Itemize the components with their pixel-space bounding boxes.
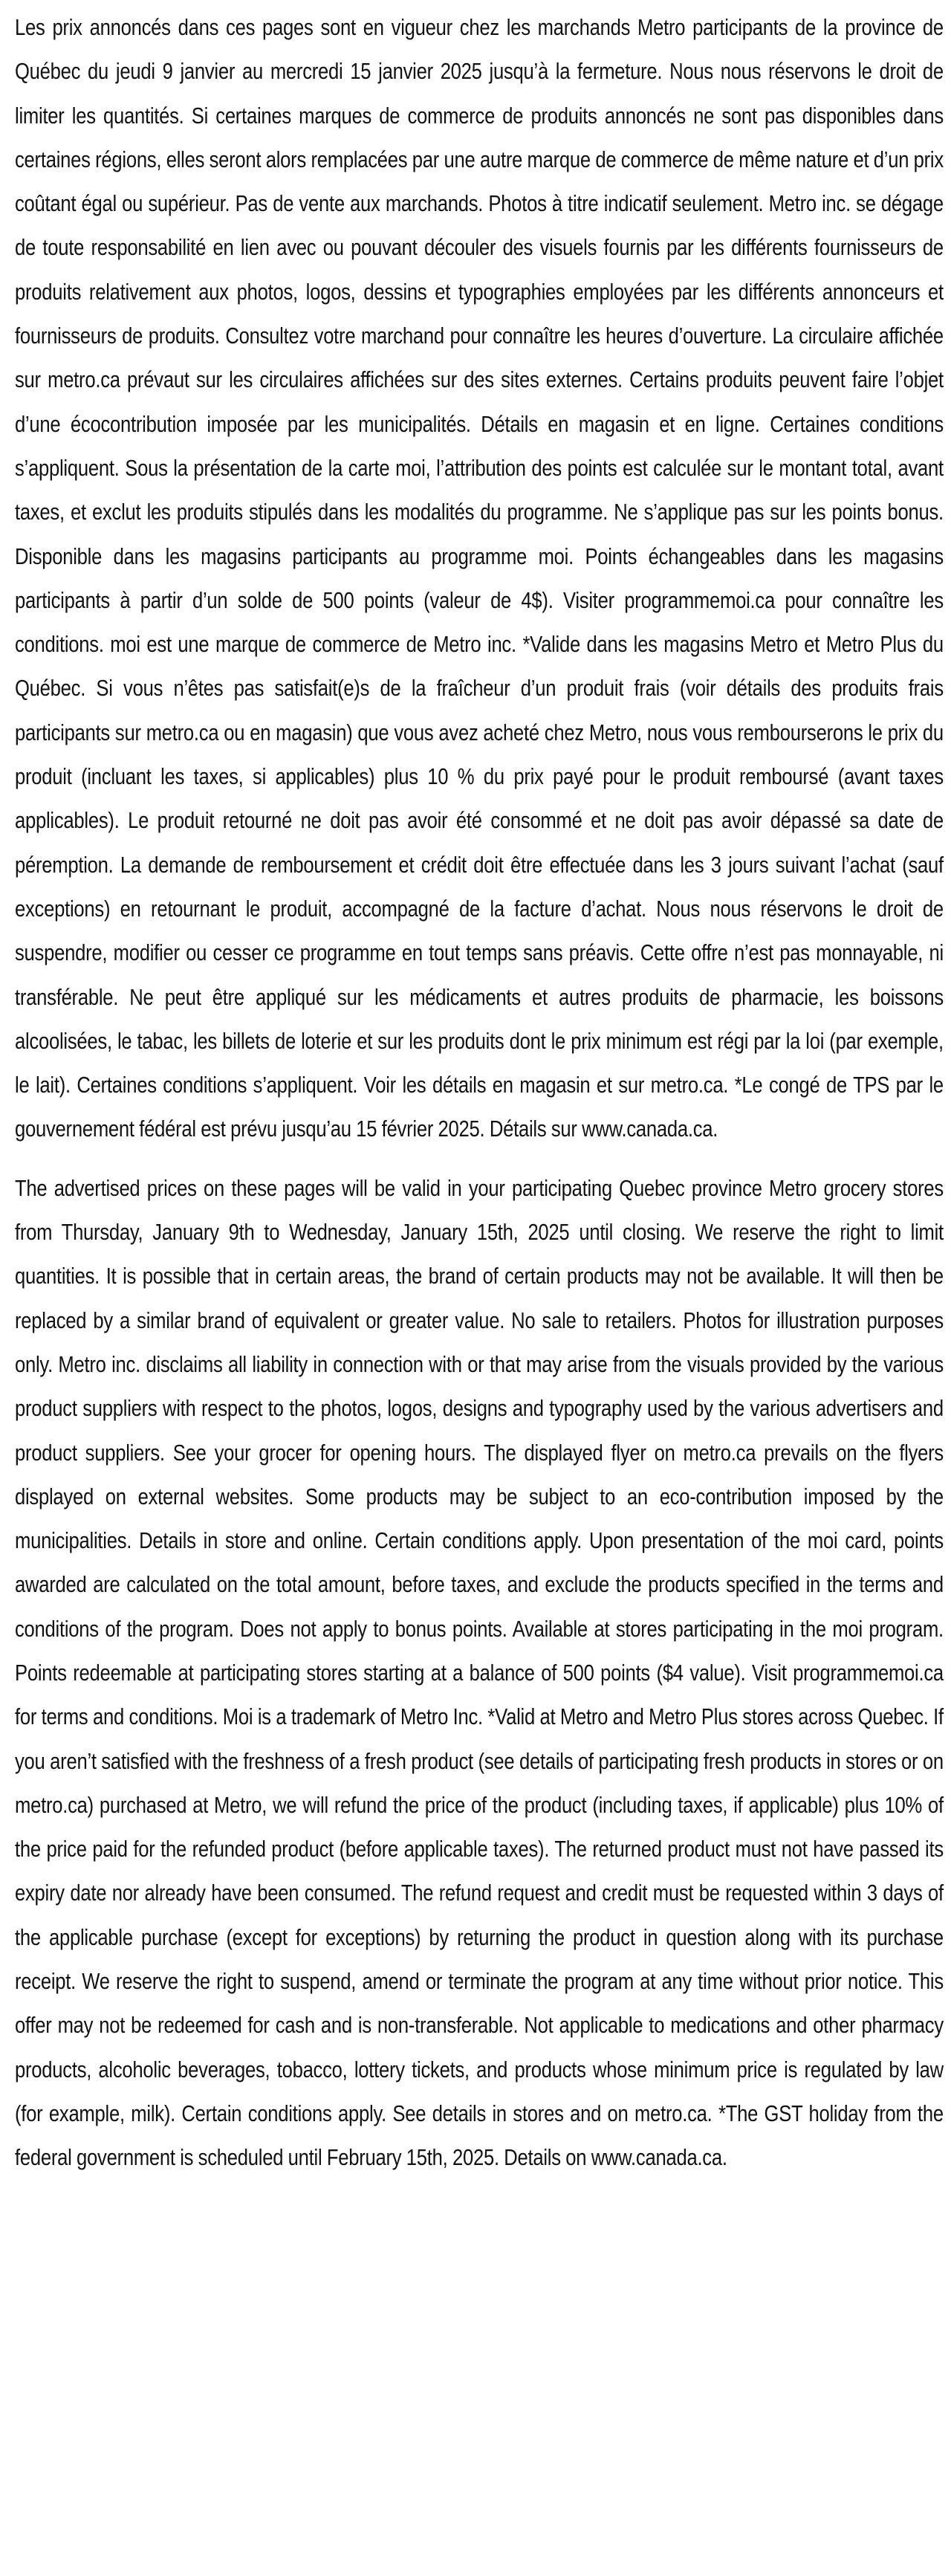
legal-text-english: The advertised prices on these pages will be valid in your participating Quebec province Metro grocery stores from Thursday, January 9th to Wednesday, January 15th, 2025 until closing. We reserve the right to limit quantities. It is possible that in certain areas, the brand of certain products may not be available. It will then be replaced by a similar brand of equivalent or greater value. No sale to retailers. Photos for illustration purposes only. Metro inc. disclaims all liability in connection with or that may arise from the visuals provided by the various product suppliers with respect to the photos, logos, designs and typography used by the various advertisers and product suppliers. See your grocer for opening hours. The displayed flyer on metro.ca prevails on the flyers displayed on external websites. Some products may be subject to an eco-contribution imposed by the municipalities. Details in store and online. Certain conditions apply. Upon presentation of the moi card, points awarded are calculated on the total amount, before taxes, and exclude the products specified in the terms and conditions of the program. Does not apply to bonus points. Available at stores participating in the moi program. Points redeemable at participating stores starting at a balance of 500 points ($4 value). Visit programmemoi.ca for terms and conditions. Moi is a trademark of Metro Inc. *Valid at Metro and Metro Plus stores across Quebec. If you aren’t satisfied with the freshness of a fresh product (see details of participating fresh products in stores or on metro.ca) purchased at Metro, we will refund the price of the product (including taxes, if applicable) plus 10% of the price paid for the refunded product (before applicable taxes). The returned product must not have passed its expiry date nor already have been consumed. The refund request and credit must be requested within 3 days of the applicable purchase (except for exceptions) by returning the product in question along with its purchase receipt. We reserve the right to suspend, amend or terminate the program at any time without prior notice. This offer may not be redeemed for cash and is non-transferable. Not applicable to medications and other pharmacy products, alcoholic beverages, tobacco, lottery tickets, and products whose minimum price is regulated by law (for example, milk). Certain conditions apply. See details in stores and on metro.ca. *The GST holiday from the federal government is scheduled until February 15th, 2025. Details on www.canada.ca. <box>15 1175 944 2171</box>
legal-text-french: Les prix annoncés dans ces pages sont en vigueur chez les marchands Metro participants de la province de Québec du jeudi 9 janvier au mercredi 15 janvier 2025 jusqu’à la fermeture. Nous nous réservons le droit de limiter les quantités. Si certaines marques de commerce de produits annoncés ne sont pas disponibles dans certaines régions, elles seront alors remplacées par une autre marque de commerce de même nature et d’un prix coûtant égal ou supérieur. Pas de vente aux marchands. Photos à titre indicatif seulement. Metro inc. se dégage de toute responsabilité en lien avec ou pouvant découler des visuels fournis par les différents fournisseurs de produits relativement aux photos, logos, dessins et typographies employées par les différents annonceurs et fournisseurs de produits. Consultez votre marchand pour connaître les heures d’ouverture. La circulaire affichée sur metro.ca prévaut sur les circulaires affichées sur des sites externes. Certains produits peuvent faire l’objet d’une écocontribution imposée par les municipalités. Détails en magasin et en ligne. Certaines conditions s’appliquent. Sous la présentation de la carte moi, l’attribution des points est calculée sur le montant total, avant taxes, et exclut les produits stipulés dans les modalités du programme. Ne s’applique pas sur les points bonus. Disponible dans les magasins participants au programme moi. Points échangeables dans les magasins participants à partir d’un solde de 500 points (valeur de 4$). Visiter programmemoi.ca pour connaître les conditions. moi est une marque de commerce de Metro inc. *Valide dans les magasins Metro et Metro Plus du Québec. Si vous n’êtes pas satisfait(e)s de la fraîcheur d’un produit frais (voir détails des produits frais participants sur metro.ca ou en magasin) que vous avez acheté chez Metro, nous vous rembourserons le prix du produit (incluant les taxes, si applicables) plus 10 % du prix payé pour le produit remboursé (avant taxes applicables). Le produit retourné ne doit pas avoir été consommé et ne doit pas avoir dépassé sa date de péremption. La demande de remboursement et crédit doit être effectuée dans les 3 jours suivant l’achat (sauf exceptions) en retournant le produit, accompagné de la facture d’achat. Nous nous réservons le droit de suspendre, modifier ou cesser ce programme en tout temps sans préavis. Cette offre n’est pas monnayable, ni transférable. Ne peut être appliqué sur les médicaments et autres produits de pharmacie, les boissons alcoolisées, le tabac, les billets de loterie et sur les produits dont le prix minimum est régi par la loi (par exemple, le lait). Certaines conditions s’appliquent. Voir les détails en magasin et sur metro.ca. *Le congé de TPS par le gouvernement fédéral est prévu jusqu’au 15 février 2025. Détails sur www.canada.ca. <box>15 15 944 1142</box>
